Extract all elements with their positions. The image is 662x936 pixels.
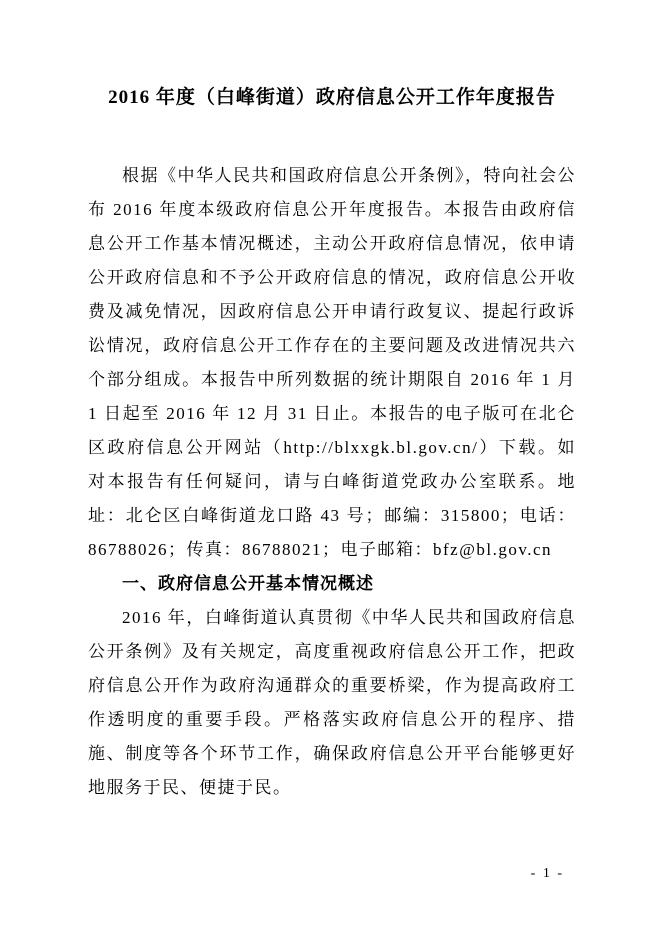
section-heading-overview: 一、政府信息公开基本情况概述 [122,574,374,593]
document-content [88,84,576,805]
page-number: - 1 - [530,866,564,881]
intro-paragraph: 根据《中华人民共和国政府信息公开条例》，特向社会公布 2016 年度本级政府信息公开年度报告。本报告由政府信息公开工作基本情况概述，主动公开政府信息情况，依申请公开政府信息和不予公开政府信息的情况，政府信息公开收费及减免情况，因政府信息公开申请行政复议、提起行政诉讼情况，政府信息公开工作存在的主要问题及改进情况共六个部分组成。本报告中所列数据的统计期限自 2016 年 1 月 1 日起至 2016 年 12 月 31 日止。本报告的电子版可在北仑区政府信息公开网站（http://blxxgk.bl.gov.cn/）下载。如对本报告有任何疑问，请与白峰街道党政办公室联系。地址：北仑区白峰街道龙口路 43 号；邮编：315800；电话：86788026；传真：86788021；电子邮箱：bfz@bl.gov.cn [88,166,576,559]
document-title: 2016 年度（白峰街道）政府信息公开工作年度报告 [108,87,556,108]
overview-paragraph: 2016 年，白峰街道认真贯彻《中华人民共和国政府信息公开条例》及有关规定，高度重视政府信息公开工作，把政府信息公开作为政府沟通群众的重要桥梁，作为提高政府工作透明度的重要手段。严格落实政府信息公开的程序、措施、制度等各个环节工作，确保政府信息公开平台能够更好地服务于民、便捷于民。 [88,608,576,797]
